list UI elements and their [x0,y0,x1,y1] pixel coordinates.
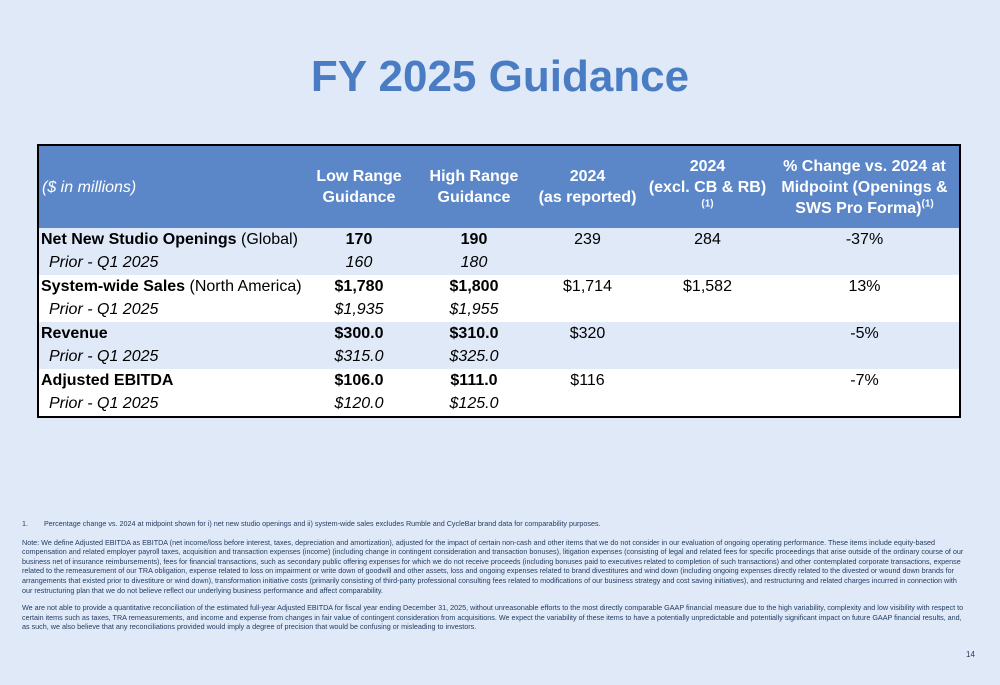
reported-value: $1,714 [563,277,612,295]
prior-high-value: $125.0 [449,395,499,413]
row-group-studio-openings [39,228,959,275]
low-value: 170 [345,230,373,248]
prior-high-value: $325.0 [449,348,499,366]
header-2024-reported: 2024 (as reported) [538,168,637,206]
high-value: $1,800 [449,277,499,295]
adjusted-ebitda-note: Note: We define Adjusted EBITDA as EBITDA (net income/loss before interest, taxes, depreciation and amortization), adjusted for the impact of certain non-cash and other items that we do not consider in our evaluation of ongoing operating performance. These items include equity-based compensation and related employer payroll taxes, acquisition and transaction expenses (income) (including change in contingent consideration and transaction bonuses), litigation expenses (consisting of legal and related fees for specific proceedings that arise outside of the ordinary course of our business net of insurance reimbursements), fees for financial transactions, such as secondary public offering expenses for which we do not receive proceeds (including bonuses paid to executives related to completion of such transactions) and other contemplated corporate transactions, expense related to the remeasurement of our TRA obligation, expense related to loss on impairment or write down of goodwill and other assets, loss and ongoing expenses related to brand divestitures and wind down (including ongoing expenses directly related to the divested or wound down brands for arrangements that existed prior to divestiture or wind down), transformation initiative costs (primarily consisting of third-party professional consulting fees related to modifications of our business strategy and cost saving initiatives), and restructuring and related charges incurred in connection with our restructuring plan that we do not believe reflect our underlying business performance and affect comparability. [22,537,964,595]
prior-low-value: $120.0 [334,395,384,413]
change-value: -37% [845,230,884,248]
prior-label: Prior - Q1 2025 [49,395,159,413]
excl-value: 284 [694,230,721,248]
table-row-prior [39,393,959,417]
prior-low-value: $1,935 [334,301,384,319]
reported-value: 239 [574,230,601,248]
page-title: FY 2025 Guidance [310,52,690,101]
page-number: 14 [966,650,975,659]
header-label: ($ in millions) [42,178,137,196]
reported-value: $320 [569,324,606,342]
metric-name: System-wide Sales [41,277,186,295]
reported-value: $116 [570,371,605,389]
table-row-prior [39,299,959,323]
prior-high-value: $1,955 [449,301,499,319]
footnote-number: 1. [22,519,28,528]
guidance-table [37,144,961,418]
row-group-revenue [39,322,959,369]
table-row [39,322,959,346]
table-row-prior [39,252,959,276]
table-header [39,146,959,228]
low-value: $1,780 [334,277,384,295]
high-value: $111.0 [450,371,498,389]
table-row [39,369,959,393]
table-row: System-wide Sales (North America) $1,780 $1,800 $1,714 $1,582 13% [39,275,959,299]
high-value: $310.0 [449,324,499,342]
prior-high-value: 180 [460,254,488,272]
metric-name: Adjusted EBITDA [41,371,174,389]
prior-low-value: 160 [345,254,373,272]
metric-name: Revenue [41,324,108,342]
row-group-system-wide-sales [39,275,959,322]
header-high-range: High Range Guidance [429,168,519,206]
header-pct-change: % Change vs. 2024 at Midpoint (Openings & SWS Pro Forma)$^{(1)}$ [781,157,948,217]
low-value: $300.0 [334,324,384,342]
header-2024-excl: 2024 (excl. CB & RB)$^{(1)}$ [648,157,767,210]
prior-label: Prior - Q1 2025 [49,301,159,319]
footnote-text: Percentage change vs. 2024 at midpoint shown for i) net new studio openings and ii) system-wide sales excludes Rumble and CycleBar brand data for comparability purposes. [44,519,601,528]
excl-value: $1,582 [683,277,732,295]
footnotes [22,519,967,632]
row-group-adjusted-ebitda [39,369,959,416]
table-row-prior [39,346,959,370]
change-value: -5% [850,324,879,342]
change-value: -7% [850,371,879,389]
high-value: 190 [460,230,488,248]
prior-label: Prior - Q1 2025 [49,348,159,366]
change-value: 13% [848,277,881,295]
footnote-1 [22,519,967,529]
reconciliation-note: We are not able to provide a quantitative reconciliation of the estimated full-year Adjusted EBITDA for fiscal year ending December 31, 2025, without unreasonable efforts to the most directly comparable GAAP financial measure due to the high variability, complexity and low visibility with respect to certain items such as taxes, TRA remeasurements, and income and expense from changes in fair value of contingent consideration from acquisitions. We expect the variability of these items to have a potentially unpredictable and potentially significant impact on future GAAP financial results, and, as such, we also believe that any reconciliations provided would imply a degree of precision that would be confusing or misleading to investors. [22,603,964,632]
header-low-range: Low Range Guidance [316,168,402,206]
metric-name: Net New Studio Openings [41,230,237,248]
low-value: $106.0 [334,371,384,389]
prior-label: Prior - Q1 2025 [49,254,159,272]
table-row: Net New Studio Openings (Global) 170 190 239 284 -37% [39,228,959,252]
prior-low-value: $315.0 [334,348,384,366]
